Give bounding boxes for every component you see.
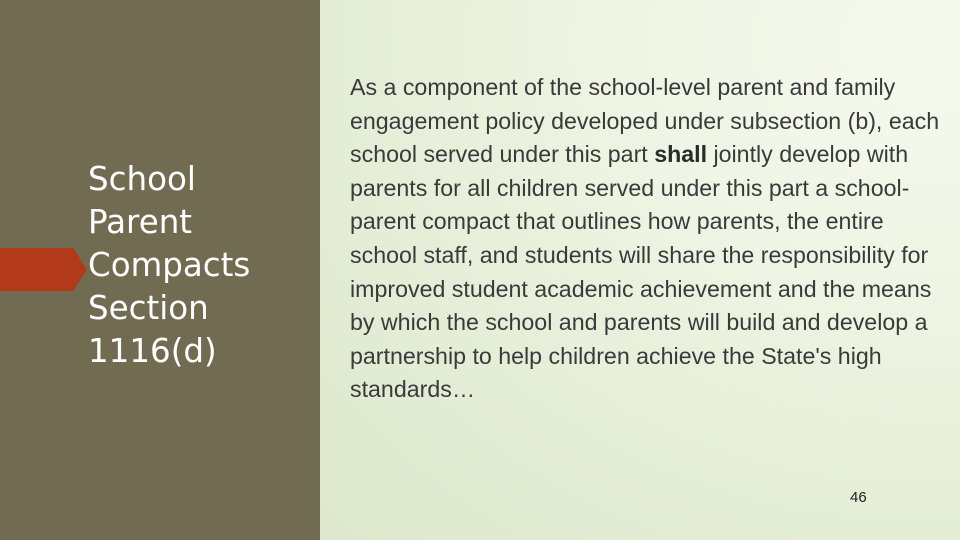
body-paragraph: [350, 71, 950, 407]
body-text-bold: shall: [654, 141, 708, 168]
accent-arrow-shape: [0, 248, 87, 291]
page-number: 46: [850, 489, 867, 506]
slide-title: School Parent Compacts Section 1116(d): [88, 160, 251, 370]
body-text-before-bold: As a component of the school-level parent and family engagement policy developed under subsection (b), each school served under this part: [350, 74, 940, 168]
body-text-after-bold: jointly develop with parents for all children served under this part a school-parent compact that outlines how parents, the entire school staff, and students will share the responsibility for improved student academic achievement and the means by which the school and parents will build and develop a partnership to help children achieve the State's high standards…: [350, 141, 932, 403]
